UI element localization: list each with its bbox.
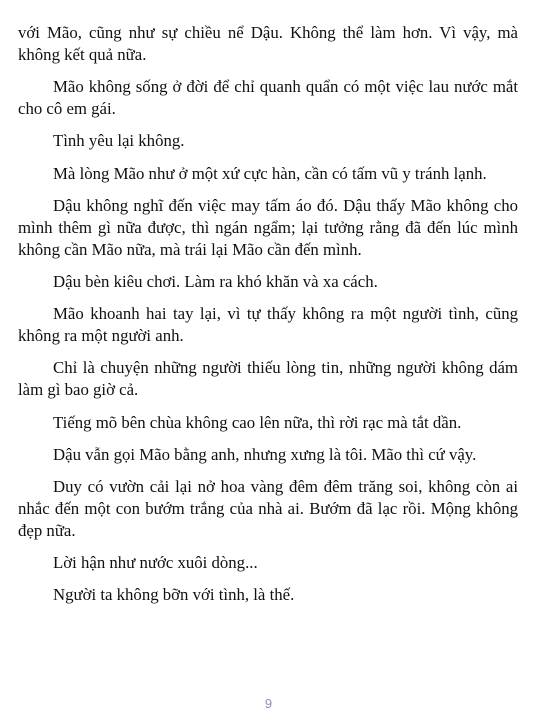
paragraph: Lời hận như nước xuôi dòng... bbox=[53, 553, 258, 573]
paragraph: Duy có vườn cải lại nở hoa vàng đêm đêm trăng soi, không còn ai nhắc đến một con bướm trắng của nhà ai. Bướm đã lạc rồi. Mộng không đẹp nữa. bbox=[18, 476, 518, 540]
paragraph: Mão khoanh hai tay lại, vì tự thấy không ra một người tình, cũng không ra một người anh. bbox=[18, 304, 518, 346]
paragraph: Mão không sống ở đời để chỉ quanh quẩn có một việc lau nước mắt cho cô em gái. bbox=[18, 77, 518, 119]
paragraph: Người ta không bỡn với tình, là thế. bbox=[53, 585, 295, 605]
page-number: 9 bbox=[264, 696, 273, 711]
paragraph: Chỉ là chuyện những người thiếu lòng tin, những người không dám làm gì bao giờ cả. bbox=[18, 358, 518, 400]
paragraph: Dậu vẫn gọi Mão bằng anh, nhưng xưng là tôi. Mão thì cứ vậy. bbox=[53, 444, 477, 464]
paragraph: Dậu không nghĩ đến việc may tấm áo đó. Dậu thấy Mão không cho mình thêm gì nữa được, thì ngán ngẩm; lại tưởng rằng đã đến lúc mình không cần Mão nữa, mà trái lại Mão cần đến mình. bbox=[18, 195, 518, 259]
paragraph: Tiếng mõ bên chùa không cao lên nữa, thì rời rạc mà tắt dần. bbox=[53, 412, 462, 432]
paragraph: Dậu bèn kiêu chơi. Làm ra khó khăn và xa cách. bbox=[53, 271, 378, 291]
paragraph: Tình yêu lại không. bbox=[53, 131, 185, 151]
document-page bbox=[18, 22, 518, 616]
paragraph-continuation: với Mão, cũng như sự chiều nể Dậu. Không thể làm hơn. Vì vậy, mà không kết quả nữa. bbox=[18, 23, 518, 64]
paragraph: Mà lòng Mão như ở một xứ cực hàn, cần có tấm vũ y tránh lạnh. bbox=[53, 163, 487, 183]
